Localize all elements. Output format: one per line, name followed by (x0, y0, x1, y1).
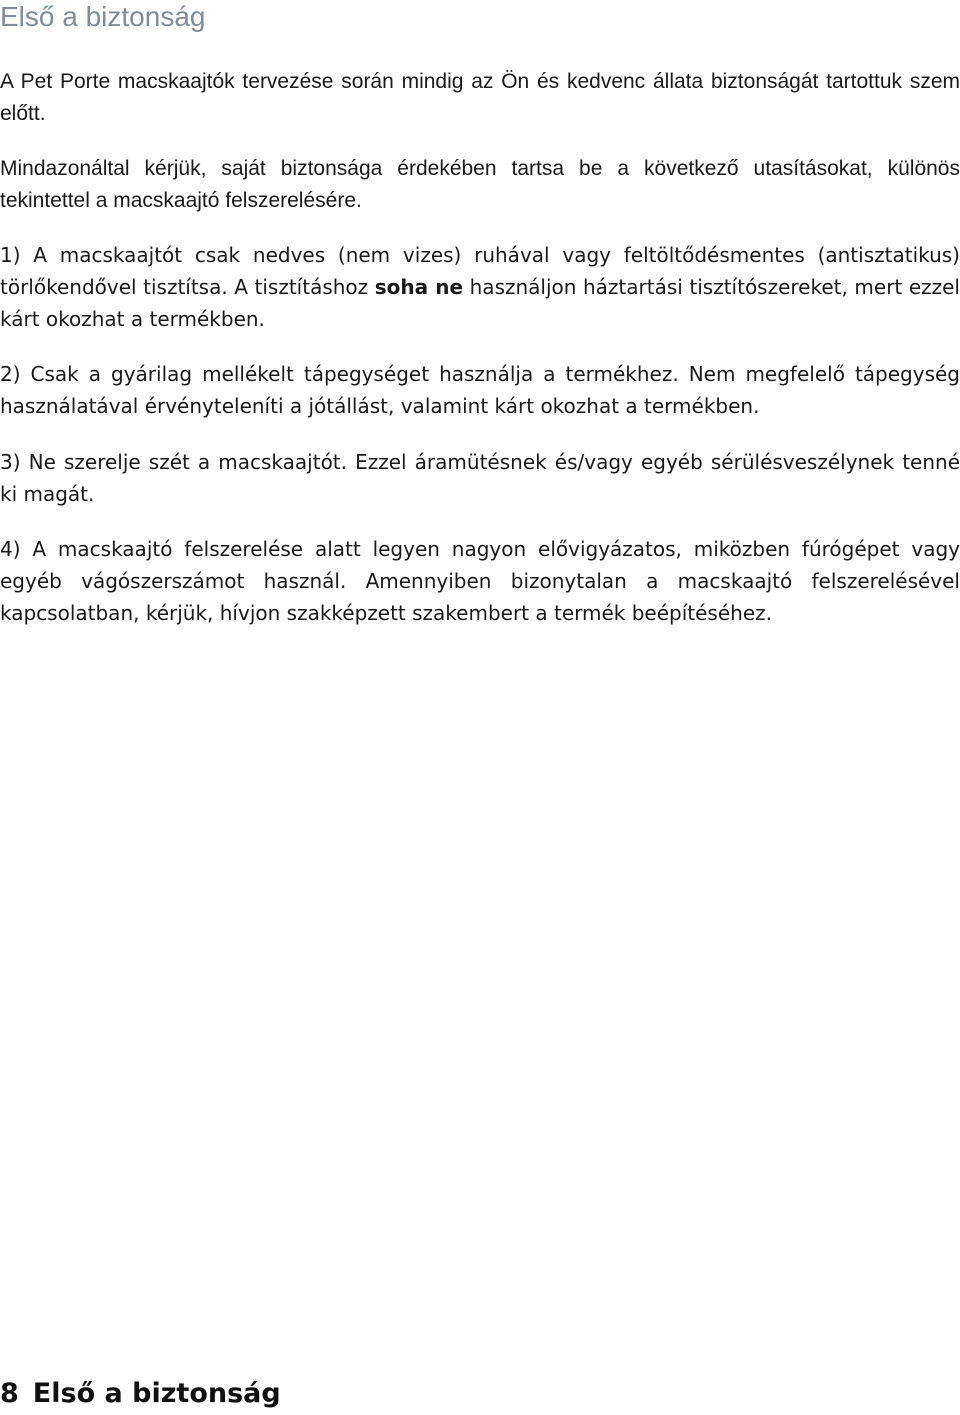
footer-section-title: Első a biztonság (32, 1378, 281, 1409)
safety-item-2: 2) Csak a gyárilag mellékelt tápegységet használja a termékhez. Nem megfelelő tápegység használatával érvényteleníti a jótállást, valamint kárt okozhat a termékben. (0, 362, 960, 418)
safety-item-1-text-b: használjon háztartási tisztítószereket, mert ezzel kárt okozhat a termékben. (0, 275, 960, 331)
page-title: Első a biztonság (0, 1, 206, 32)
safety-item-1 (0, 239, 960, 335)
safety-item-1-emphasis: soha ne (374, 275, 464, 299)
instructions-paragraph: Mindazonáltal kérjük, saját biztonsága érdekében tartsa be a következő utasításokat, különös tekintettel a macskaajtó felszerelésére. (0, 157, 960, 212)
safety-item-3: 3) Ne szerelje szét a macskaajtót. Ezzel áramütésnek és/vagy egyéb sérülésveszélynek tenné ki magát. (0, 450, 960, 506)
page-footer (0, 1374, 281, 1414)
safety-item-4: 4) A macskaajtó felszerelése alatt legyen nagyon elővigyázatos, miközben fúrógépet vagy egyéb vágószerszámot használ. Amennyiben bizonytalan a macskaajtó felszerelésével kapcsolatban, kérjük, hívjon szakképzett szakembert a termék beépítéséhez. (0, 537, 960, 625)
intro-paragraph: A Pet Porte macskaajtók tervezése során mindig az Ön és kedvenc állata biztonságát tartottuk szem előtt. (0, 70, 960, 125)
safety-item-1-text-a: 1) A macskaajtót csak nedves (nem vizes) ruhával vagy feltöltődésmentes (antisztatikus) törlőkendővel tisztítsa. A tisztításhoz (0, 243, 960, 299)
page-number: 8 (0, 1378, 19, 1409)
